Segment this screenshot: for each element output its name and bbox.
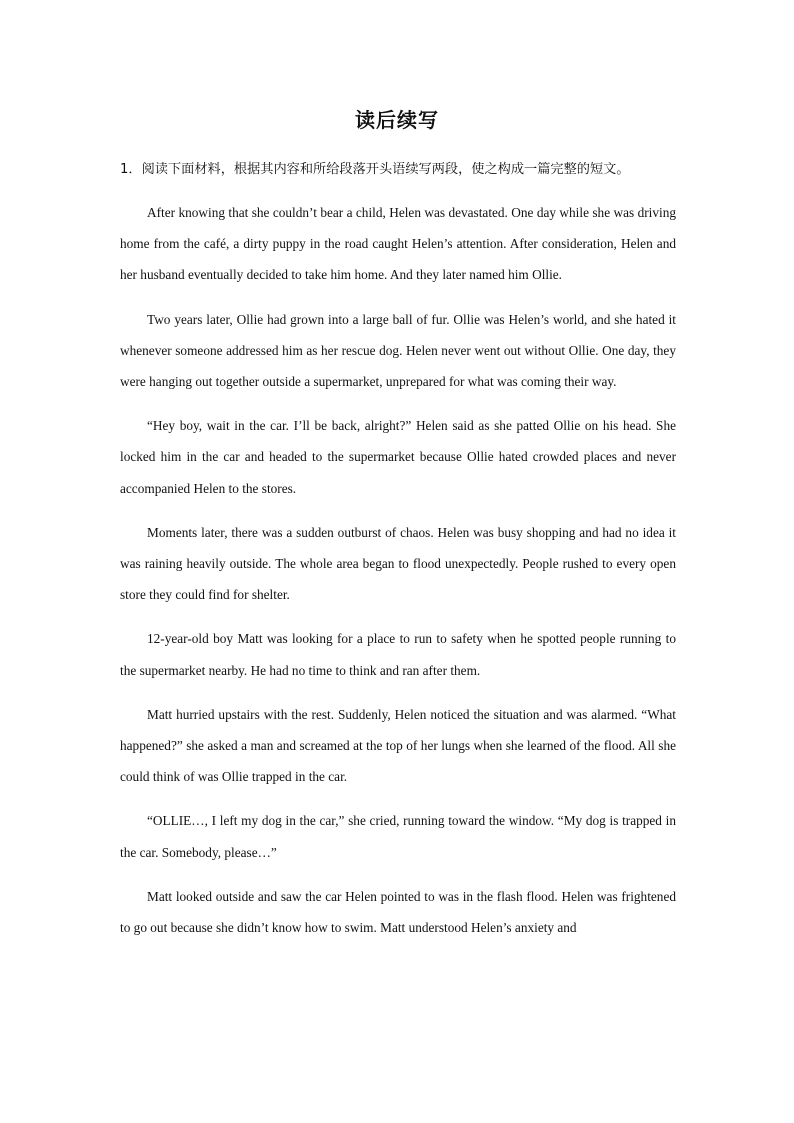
passage-paragraph-1: After knowing that she couldn’t bear a child, Helen was devastated. One day while she was driving home from the café, a dirty puppy in the road caught Helen’s attention. After consideration, Helen and her husband eventually decided to take him home. And they later named him Ollie.	[120, 205, 676, 283]
document-title: 读后续写	[355, 108, 439, 132]
passage-paragraph-6: Matt hurried upstairs with the rest. Suddenly, Helen noticed the situation and was alarmed. “What happened?” she asked a man and screamed at the top of her lungs when she learned of the flood. All she could think of was Ollie trapped in the car.	[120, 706, 676, 785]
passage-paragraph-4: Moments later, there was a sudden outburst of chaos. Helen was busy shopping and had no idea it was raining heavily outside. The whole area began to flood unexpectedly. People rushed to every open store they could find for shelter.	[120, 524, 676, 603]
reading-passage	[120, 197, 676, 956]
question-prompt: 1．阅读下面材料，根据其内容和所给段落开头语续写两段，使之构成一篇完整的短文。	[120, 162, 630, 177]
passage-paragraph-2: Two years later, Ollie had grown into a large ball of fur. Ollie was Helen’s world, and she hated it whenever someone addressed him as her rescue dog. Helen never went out without Ollie. One day, they were hanging out together outside a supermarket, unprepared for what was coming their way.	[120, 311, 676, 390]
passage-paragraph-5: 12-year-old boy Matt was looking for a place to run to safety when he spotted people running to the supermarket nearby. He had no time to think and ran after them.	[120, 631, 676, 678]
passage-paragraph-3: “Hey boy, wait in the car. I’ll be back, alright?” Helen said as she patted Ollie on his head. She locked him in the car and headed to the supermarket because Ollie hated crowded places and never accompanied Helen to the stores.	[120, 418, 676, 496]
passage-paragraph-8: Matt looked outside and saw the car Helen pointed to was in the flash flood. Helen was frightened to go out because she didn’t know how to swim. Matt understood Helen’s anxiety and	[120, 888, 676, 936]
passage-paragraph-7: “OLLIE…, I left my dog in the car,” she cried, running toward the window. “My dog is trapped in the car. Somebody, please…”	[120, 813, 676, 860]
